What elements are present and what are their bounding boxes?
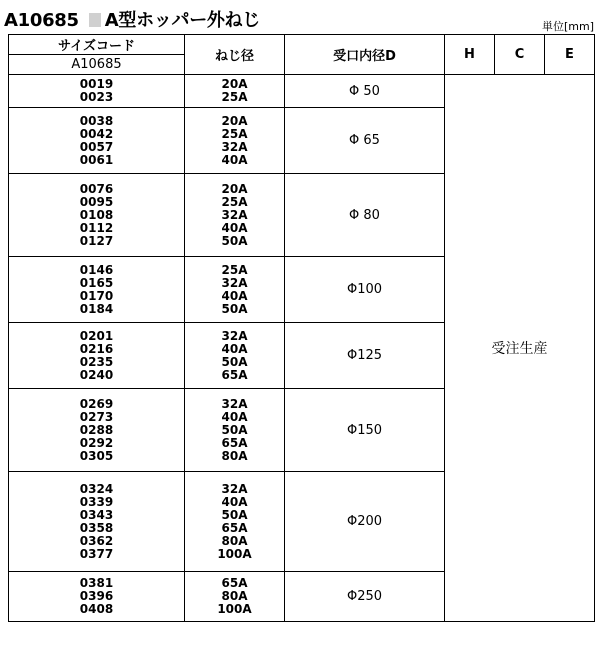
gray-swatch-icon [89,13,101,27]
product-name: A型ホッパー外ねじ [104,10,260,31]
size-code: 0165 [79,275,114,290]
bore-diameter-cell: Φ 80 [285,174,445,257]
size-code: 0324 [79,481,114,496]
spec-table-body [9,75,595,622]
thread-size: 25A [221,194,248,209]
thread-sizes-cell [185,108,285,174]
size-code: 0112 [79,220,114,235]
thread-size: 65A [221,367,248,382]
header-bore: 受口内径D [285,35,445,75]
thread-size: 50A [221,233,248,248]
size-code: 0292 [79,435,114,450]
thread-size: 65A [221,435,248,450]
size-code: 0216 [79,341,114,356]
size-code: 0235 [79,354,114,369]
bore-diameter-cell: Φ 50 [285,75,445,108]
size-code: 0038 [79,113,114,128]
thread-size: 32A [221,328,248,343]
thread-size: 40A [221,494,248,509]
thread-size: 32A [221,481,248,496]
thread-size: 40A [221,220,248,235]
bore-diameter-cell: Φ150 [285,389,445,472]
header-h: H [445,35,495,75]
thread-size: 32A [221,396,248,411]
table-row [9,75,595,108]
thread-size: 80A [221,533,248,548]
size-code: 0408 [79,602,114,616]
product-code: A10685 [4,10,79,31]
size-codes-cell [9,572,185,622]
thread-size: 40A [221,288,248,303]
size-code: 0377 [79,546,114,561]
size-code: 0095 [79,194,114,209]
size-code: 0170 [79,288,114,303]
size-codes-cell [9,257,185,323]
size-code: 0396 [79,589,114,603]
size-codes-cell [9,389,185,472]
size-code: 0305 [79,448,114,463]
thread-size: 25A [221,90,248,104]
size-code: 0023 [79,90,114,104]
unit-label: 単位[mm] [541,20,594,33]
thread-sizes-cell [185,174,285,257]
size-code: 0381 [79,576,114,590]
bore-diameter-cell: Φ250 [285,572,445,622]
bore-diameter-cell: Φ100 [285,257,445,323]
header-size-code: サイズコード [9,35,185,55]
thread-sizes-cell [185,323,285,389]
thread-size: 100A [217,602,252,616]
thread-size: 40A [221,409,248,424]
size-codes-cell [9,75,185,108]
bore-diameter-cell: Φ 65 [285,108,445,174]
thread-size: 32A [221,139,248,154]
header-thread: ねじ径 [185,35,285,75]
size-code: 0108 [79,207,114,222]
size-codes-cell [9,323,185,389]
bore-diameter-cell: Φ125 [285,323,445,389]
size-code: 0146 [79,262,114,277]
thread-sizes-cell [185,257,285,323]
header-c: C [495,35,545,75]
size-code: 0127 [79,233,114,248]
size-code: 0061 [79,152,114,167]
thread-size: 25A [221,262,248,277]
thread-size: 80A [221,589,248,603]
thread-size: 50A [221,507,248,522]
thread-size: 50A [221,422,248,437]
size-codes-cell [9,108,185,174]
size-code: 0184 [79,301,114,316]
size-codes-cell [9,174,185,257]
size-code: 0269 [79,396,114,411]
thread-size: 32A [221,207,248,222]
thread-size: 50A [221,301,248,316]
size-code: 0273 [79,409,114,424]
size-code: 0343 [79,507,114,522]
thread-size: 40A [221,152,248,167]
size-codes-cell [9,472,185,572]
thread-sizes-cell [185,572,285,622]
thread-sizes-cell [185,75,285,108]
size-code: 0362 [79,533,114,548]
thread-size: 65A [221,576,248,590]
thread-size: 100A [217,546,252,561]
thread-size: 50A [221,354,248,369]
thread-size: 65A [221,520,248,535]
thread-size: 20A [221,77,248,91]
order-note: 受注生産 [445,75,595,622]
size-code: 0358 [79,520,114,535]
bore-diameter-cell: Φ200 [285,472,445,572]
size-code: 0288 [79,422,114,437]
thread-size: 40A [221,341,248,356]
size-code: 0019 [79,77,114,91]
thread-size: 25A [221,126,248,141]
thread-size: 32A [221,275,248,290]
spec-table [8,34,595,622]
size-code: 0076 [79,181,114,196]
header-e: E [545,35,595,75]
size-code: 0240 [79,367,114,382]
size-code: 0201 [79,328,114,343]
page-title [4,6,260,32]
thread-size: 20A [221,113,248,128]
header-size-code-value: A10685 [9,55,185,75]
size-code: 0042 [79,126,114,141]
thread-sizes-cell [185,472,285,572]
thread-size: 80A [221,448,248,463]
thread-sizes-cell [185,389,285,472]
size-code: 0339 [79,494,114,509]
thread-size: 20A [221,181,248,196]
size-code: 0057 [79,139,114,154]
